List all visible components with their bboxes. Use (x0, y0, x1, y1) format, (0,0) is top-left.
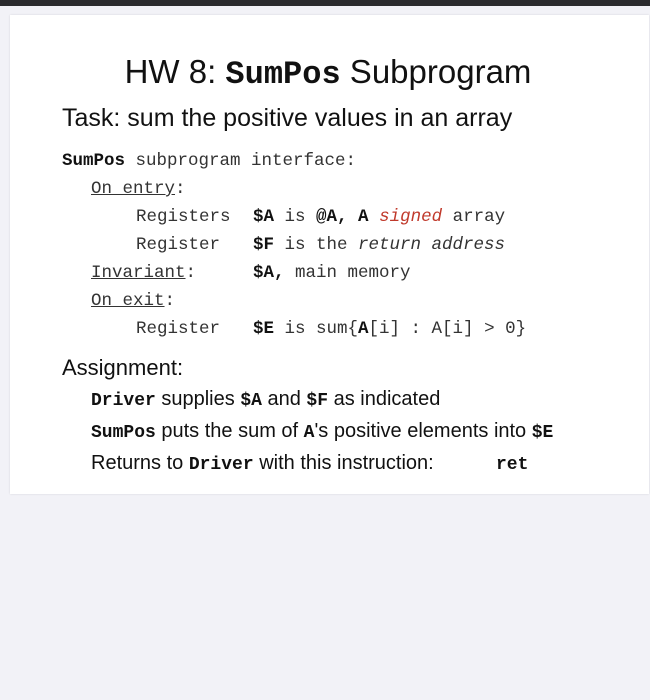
exit-line-value: $E is sum{A[i] : A[i] > 0} (253, 319, 527, 339)
task-statement: Task: sum the positive values in an array (62, 104, 513, 132)
exit-line: Register (136, 319, 221, 339)
top-bar (0, 0, 650, 6)
invariant-label: Invariant: (91, 263, 197, 283)
ret-instruction: ret (496, 455, 529, 475)
on-exit-label: On exit: (91, 291, 176, 311)
invariant-value: $A, main memory (253, 263, 411, 283)
entry-line-1-value: $A is @A, A signed array (253, 207, 506, 227)
entry-line-2: Register (136, 235, 221, 255)
slide-title: HW 8: SumPos Subprogram (124, 53, 532, 93)
slide (10, 15, 649, 494)
assignment-heading: Assignment: (62, 355, 184, 380)
assignment-line-3: Returns to Driver with this instruction: (91, 452, 434, 475)
entry-line-2-value: $F is the return address (253, 235, 506, 255)
assignment-line-1: Driver supplies $A and $F as indicated (91, 388, 441, 411)
entry-line-1: Registers (136, 207, 231, 227)
assignment-line-2: SumPos puts the sum of A's positive elements into $E (91, 420, 554, 443)
on-entry-label: On entry: (91, 179, 186, 199)
interface-heading: SumPos subprogram interface: (62, 151, 357, 171)
